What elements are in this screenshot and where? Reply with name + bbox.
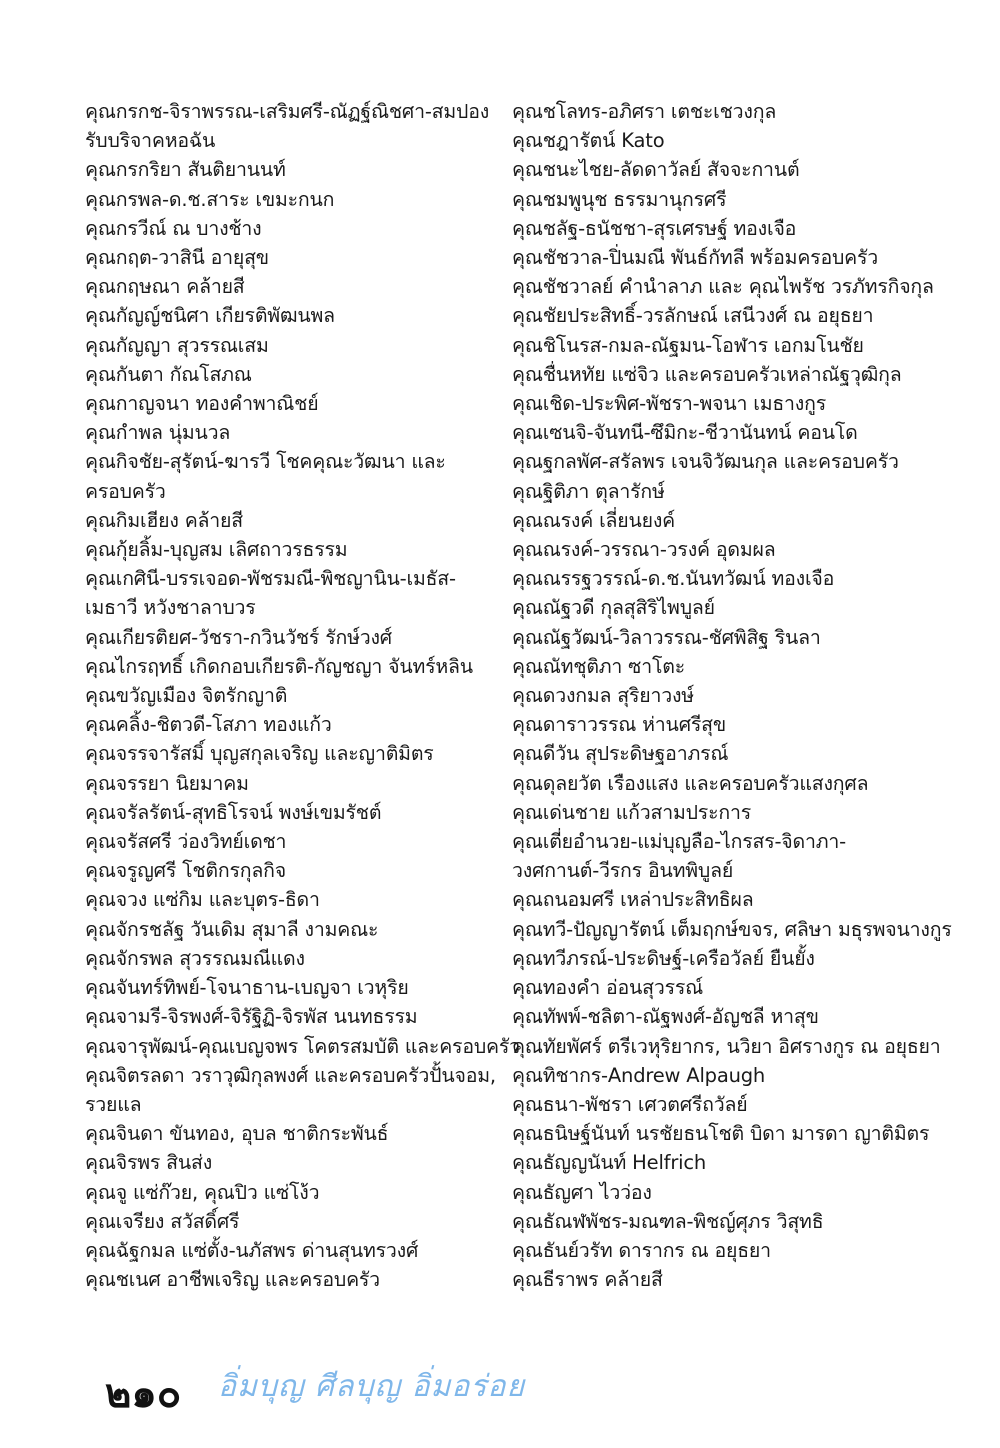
donor-name-line: คุณจรรจารัสมิ์ บุญสกุลเจริญ และญาติมิตร	[85, 742, 434, 766]
donor-name-line: คุณกัญญ์ชนิศา เกียรติพัฒนพล	[85, 304, 335, 328]
donor-name-line: คุณกิจชัย-สุรัตน์-ฆารวี โชคคุณะวัฒนา และ	[85, 450, 446, 474]
donor-name-line: คุณธีราพร คล้ายสี	[512, 1268, 663, 1292]
donor-name-line: คุณชัชวาลย์ คำนำลาภ และ คุณไพรัช วรภัทรกิจกุล	[512, 275, 934, 299]
donor-name-line: คุณกรกช-จิราพรรณ-เสริมศรี-ณัฏฐ์ณิชศา-สมปอง	[85, 100, 490, 123]
donor-name-line: คุณชิโนรส-กมล-ณัฐมน-โอฬาร เอกมโนชัย	[512, 333, 864, 357]
donor-name-line: รวยแล	[85, 1092, 142, 1116]
donor-name-line: คุณจามรี-จิรพงศ์-จิรัฐิฏิ-จิรพัส นนทธรรม	[85, 1005, 418, 1029]
donor-name-line: คุณชเนศ อาชีพเจริญ และครอบครัว	[85, 1268, 380, 1292]
page-number: ๒๑๐	[105, 1370, 182, 1417]
donor-name-line: คุณกิมเฮียง คล้ายสี	[85, 508, 243, 532]
donor-name-line: คุณเกศินี-บรรเจอด-พัชรมณี-พิชญานิน-เมธัส-	[85, 567, 456, 591]
donor-name-line: คุณเจรียง สวัสดิ์ศรี	[85, 1209, 240, 1233]
donor-name-line: คุณธัญศา ไวว่อง	[512, 1180, 652, 1204]
donor-name-line: เมธาวี หวังชาลาบวร	[85, 596, 256, 620]
donor-name-line: คุณชมพูนุช ธรรมานุกรศรี	[512, 187, 727, 211]
book-title-script: อิ่มบุญ ศีลบุญ อิ่มอร่อย	[218, 1369, 526, 1404]
donor-name-line: คุณเกียรติยศ-วัชรา-กวินวัชร์ รักษ์วงศ์	[85, 625, 392, 649]
donor-name-line: คุณทวีภรณ์-ประดิษฐ์-เครือวัลย์ ยืนยั้ง	[512, 946, 815, 970]
donor-name-line: คุณกาญจนา ทองคำพาณิชย์	[85, 392, 319, 416]
donor-name-line: คุณดวงกมล สุริยาวงษ์	[512, 684, 694, 708]
donor-list-left	[85, 97, 520, 1294]
donor-name-line: คุณไกรฤทธิ์ เกิดกอบเกียรติ-กัญชญา จันทร์หลิน	[85, 654, 473, 678]
donor-name-line: คุณจักรชลัฐ วันเดิม สุมาลี งามคณะ	[85, 917, 379, 941]
donor-name-line: คุณเซนจิ-จันทนี-ซึมิกะ-ชีวานันทน์ คอนโด	[512, 421, 858, 445]
donor-name-line: คุณทัยพัศร์ ตรีเวหุริยากร, นวิยา อิศรางกูร ณ อยุธยา	[512, 1034, 941, 1058]
donor-name-line: คุณดุลยวัต เรืองแสง และครอบครัวแสงกุศล	[512, 771, 869, 795]
donor-name-line: คุณกรพล-ด.ช.สาระ เขมะกนก	[85, 187, 335, 211]
donor-name-line: คุณจรัลรัตน์-สุทธิโรจน์ พงษ์เขมรัชต์	[85, 800, 382, 824]
donor-name-line: คุณจรัสศรี ว่องวิทย์เดชา	[85, 830, 287, 854]
donor-name-line: คุณชนะไชย-ลัดดาวัลย์ สัจจะกานต์	[512, 158, 800, 182]
donor-name-line: คุณกรกริยา สันติยานนท์	[85, 158, 286, 182]
donor-name-line: คุณทวี-ปัญญารัตน์ เต็มฤกษ์ขจร, ศลิษา มธุรพจนางกูร	[512, 917, 952, 941]
donor-name-line: คุณชื่นหทัย แซ่จิว และครอบครัวเหล่าณัฐวุฒิกุล	[512, 362, 902, 386]
donor-name-line: คุณกันตา กัณโสภณ	[85, 362, 252, 386]
donor-name-line: คุณชัยประสิทธิ์-วรลักษณ์ เสนีวงศ์ ณ อยุธยา	[512, 304, 874, 328]
donor-name-line: คุณทัพพ์-ชลิตา-ณัฐพงศ์-อัญชลี หาสุข	[512, 1005, 819, 1029]
donor-name-line: คุณกุ้ยลิ้ม-บุญสม เลิศถาวรธรรม	[85, 538, 348, 562]
donor-name-line: วงศกานต์-วีรกร อินทพิบูลย์	[512, 859, 734, 883]
donor-name-line: คุณถนอมศรี เหล่าประสิทธิผล	[512, 888, 754, 912]
donor-name-line: คุณฐิติภา ตุลารักษ์	[512, 479, 665, 503]
donor-name-line: คุณณรรฐวรรณ์-ด.ช.นันทวัฒน์ ทองเจือ	[512, 567, 835, 591]
donor-name-line: คุณเชิด-ประพิศ-พัชรา-พจนา เมธางกูร	[512, 392, 827, 416]
donor-name-line: คุณกฤษณา คล้ายสี	[85, 275, 245, 299]
donor-name-line: คุณกฤต-วาสินี อายุสุข	[85, 246, 269, 270]
donor-name-line: คุณคลิ้ง-ชิตวดี-โสภา ทองแก้ว	[85, 713, 332, 737]
donor-name-line: คุณจวง แซ่กิม และบุตร-ธิดา	[85, 888, 320, 912]
donor-name-line: คุณณัทชุติภา ซาโตะ	[512, 654, 685, 678]
donor-name-line: คุณกรวีณ์ ณ บางช้าง	[85, 216, 262, 240]
donor-name-line: คุณธัญญนันท์ Helfrich	[512, 1151, 707, 1175]
donor-name-line: คุณจรูญศรี โชติกรกุลกิจ	[85, 859, 286, 883]
donor-name-line: คุณดีวัน สุประดิษฐอาภรณ์	[512, 742, 729, 766]
donor-name-line: คุณธนา-พัชรา เศวตศรีถวัลย์	[512, 1092, 748, 1116]
donor-name-line: คุณชโลทร-อภิศรา เตชะเชวงกุล	[512, 100, 777, 123]
donor-name-line: รับบริจาคหอฉัน	[85, 129, 216, 153]
donor-name-line: คุณจินดา ขันทอง, อุบล ชาติกระพันธ์	[85, 1122, 389, 1146]
donor-name-line: คุณดาราวรรณ ห่านศรีสุข	[512, 713, 726, 737]
donor-name-line: คุณฉัฐกมล แซ่ตั้ง-นภัสพร ด่านสุนทรวงศ์	[85, 1238, 419, 1262]
donor-name-line: คุณชฎารัตน์ Kato	[512, 129, 665, 153]
donor-name-line: คุณธัณฬพัชร-มณฑล-พิชญ์ศุภร วิสุทธิ	[512, 1209, 824, 1233]
donor-name-line: คุณขวัญเมือง จิตรักญาติ	[85, 684, 288, 708]
donor-name-line: คุณจิรพร สินส่ง	[85, 1151, 213, 1175]
donor-name-line: คุณธนิษฐ์นันท์ นรชัยธนโชติ บิดา มารดา ญาติมิตร	[512, 1122, 930, 1146]
donor-name-line: คุณจักรพล สุวรรณมณีแดง	[85, 946, 305, 970]
donor-name-line: คุณณรงค์-วรรณา-วรงค์ อุดมผล	[512, 538, 776, 562]
donor-name-line: คุณชัชวาล-ปิ่นมณี พันธ์กัทลี พร้อมครอบครัว	[512, 246, 879, 270]
donor-name-line: คุณจันทร์ทิพย์-โจนาธาน-เบญจา เวหุริย	[85, 976, 409, 1000]
donor-name-line: คุณกัญญา สุวรรณเสม	[85, 333, 269, 357]
donor-name-line: คุณทิชากร-Andrew Alpaugh	[512, 1063, 766, 1087]
donor-name-line: คุณเด่นชาย แก้วสามประการ	[512, 800, 751, 824]
donor-name-line: คุณฐกลพัศ-สรัลพร เจนจิวัฒนกุล และครอบครัว	[512, 450, 899, 474]
donor-name-line: คุณกำพล นุ่มนวล	[85, 421, 231, 445]
donor-name-line: คุณเตี่ยอำนวย-แม่บุญลือ-ไกรสร-จิดาภา-	[512, 830, 846, 854]
donor-name-line: คุณจรรยา นิยมาคม	[85, 771, 249, 795]
donor-name-line: คุณณัฐวัฒน์-วิลาวรรณ-ชัศพิสิฐ รินลา	[512, 625, 821, 649]
donor-name-line: คุณชลัฐ-ธนัชชา-สุรเศรษฐ์ ทองเจือ	[512, 216, 797, 240]
donor-name-line: คุณจิตรลดา วราวุฒิกุลพงศ์ และครอบครัวปั้นจอม,	[85, 1063, 496, 1087]
donor-name-line: ครอบครัว	[85, 479, 166, 503]
donor-name-line: คุณจารุพัฒน์-คุณเบญจพร โคตรสมบัติ และครอบครัว	[85, 1034, 520, 1058]
donor-name-line: คุณณัฐวดี กุลสุสิริไพบูลย์	[512, 596, 715, 620]
donor-name-line: คุณจู แซ่ก๊วย, คุณปิว แซ่โง้ว	[85, 1180, 320, 1204]
donor-name-line: คุณธันย์วรัท ดารากร ณ อยุธยา	[512, 1238, 771, 1262]
donor-name-line: คุณณรงค์ เลี่ยนยงค์	[512, 508, 676, 532]
donor-name-line: คุณทองคำ อ่อนสุวรรณ์	[512, 976, 704, 1000]
donor-list-right	[512, 97, 952, 1294]
